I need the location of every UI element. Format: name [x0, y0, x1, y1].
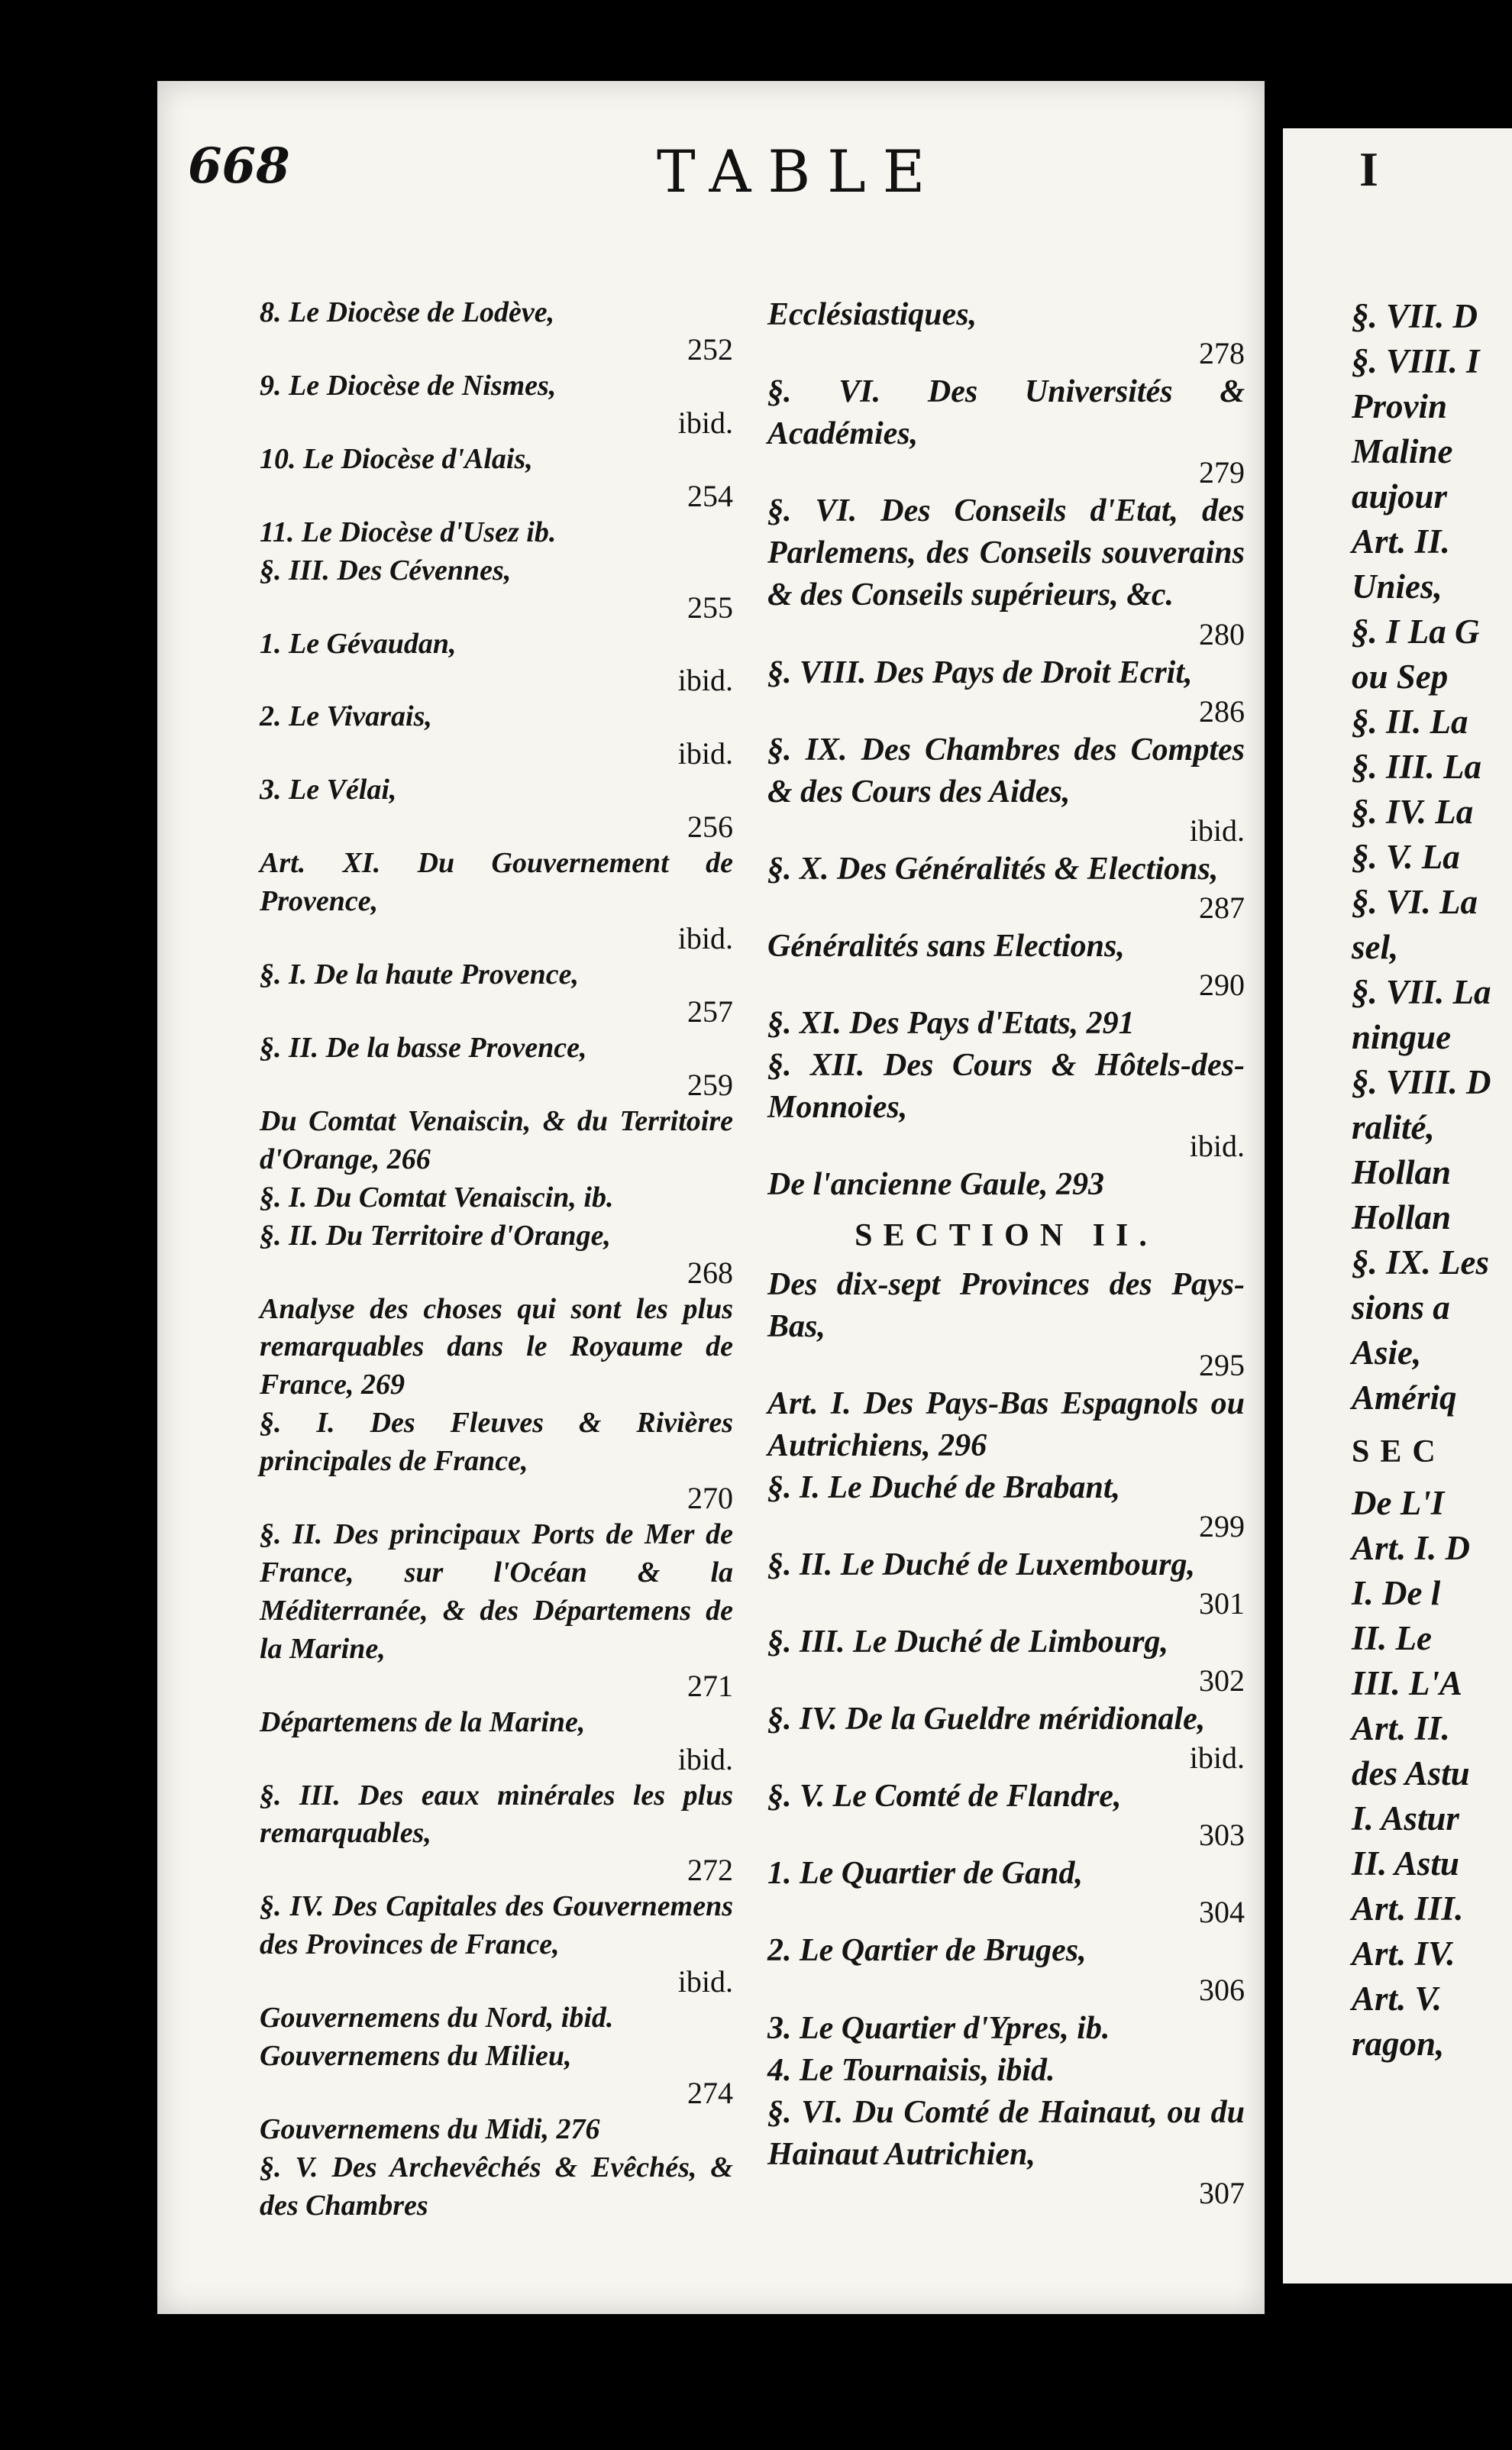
entry-title: 1. Le Quartier de Gand, [767, 1856, 1083, 1892]
entry-title: Généralités sans Elections, [767, 928, 1125, 964]
entry-title: Art. III. [1352, 1889, 1464, 1928]
index-entry [260, 1888, 733, 1999]
entry-title: §. VIII. I [1352, 342, 1480, 380]
index-entry [767, 1164, 1245, 1206]
entry-page-ref: 274 [687, 2076, 733, 2110]
entry-page-ref: 303 [1199, 1818, 1245, 1853]
index-entry [1352, 429, 1504, 474]
index-entry [767, 926, 1245, 1003]
entry-title: II. Astu [1352, 1844, 1459, 1883]
entry-title: Asie, [1352, 1333, 1422, 1372]
entry-page-ref: 259 [687, 1067, 733, 1102]
index-entry [1352, 294, 1504, 339]
index-entry [1352, 835, 1504, 880]
index-entry [1352, 790, 1504, 835]
entry-title: Gouvernemens du Nord, ibid. [260, 2002, 614, 2035]
index-entry [1352, 1481, 1504, 1526]
index-entry [1352, 925, 1504, 970]
index-entry [1352, 1571, 1504, 1616]
entry-title: sions a [1352, 1288, 1450, 1327]
entry-title: sel, [1352, 928, 1399, 966]
section-heading: SECTION II. [855, 1218, 1158, 1254]
index-entry [767, 1003, 1245, 1045]
entry-page-ref: 255 [687, 590, 733, 625]
index-entry [260, 367, 733, 441]
index-entry [1352, 1931, 1504, 1976]
index-entry [1352, 384, 1504, 429]
entry-title: Art. II. [1352, 522, 1450, 561]
index-entry [767, 1467, 1245, 1544]
entry-page-ref: 307 [1199, 2175, 1245, 2210]
entry-title: §. II. La [1352, 703, 1468, 741]
index-entry [767, 848, 1245, 926]
entry-title: Départemens de la Marine, [260, 1705, 586, 1738]
index-entry [1352, 1105, 1504, 1150]
running-head [0, 137, 1501, 229]
index-entry [1352, 1976, 1504, 2022]
index-entry [1352, 1015, 1504, 1060]
index-entry [1352, 1751, 1504, 1796]
entry-title: 4. Le Tournaisis, ibid. [767, 2052, 1055, 2088]
entry-title: §. VIII. Des Pays de Droit Ecrit, [767, 655, 1193, 690]
entry-title: §. XI. Des Pays d'Etats, 291 [767, 1006, 1135, 1042]
index-entry [260, 1217, 733, 1291]
index-entry [1352, 655, 1504, 700]
running-title: TABLE [657, 137, 942, 205]
entry-title: §. I. Des Fleuves & Rivières principales de France, [260, 1407, 733, 1478]
index-entry [767, 1699, 1245, 1776]
entry-page-ref: 257 [687, 994, 733, 1029]
entry-title: 8. Le Diocèse de Lodève, [260, 296, 555, 328]
entry-title: §. VII. La [1352, 973, 1491, 1011]
index-entry [260, 552, 733, 625]
index-entry [260, 441, 733, 514]
index-entry [1352, 474, 1504, 519]
entry-title: des Astu [1352, 1754, 1470, 1792]
entry-page-ref: 271 [687, 1668, 733, 1703]
index-entry [767, 1383, 1245, 1467]
index-entry [1352, 1240, 1504, 1285]
entry-title: Art. XI. Du Gouvernement de Provence, [260, 847, 733, 918]
entry-page-ref: 252 [687, 331, 733, 367]
index-entry [767, 371, 1245, 490]
entry-title: §. IV. Des Capitales des Gouvernemens des Provinces de France, [260, 1890, 733, 1961]
entry-title: §. III. La [1352, 748, 1482, 786]
entry-page-ref: 256 [687, 810, 733, 845]
entry-title: 1. Le Gévaudan, [260, 627, 457, 660]
index-entry [260, 1516, 733, 1704]
entry-page-ref: 295 [1199, 1347, 1245, 1382]
entry-title: §. IV. De la Gueldre méridionale, [767, 1702, 1206, 1737]
entry-title: Du Comtat Venaiscin, & du Territoire d'Orange, 266 [260, 1104, 733, 1175]
index-entry [1352, 1796, 1504, 1841]
index-entry [260, 625, 733, 699]
entry-title: Art. V. [1352, 1980, 1442, 2018]
entry-title: §. IX. Des Chambres des Comptes & des Cours des Aides, [767, 732, 1245, 810]
index-entry [767, 490, 1245, 651]
entry-title: Unies, [1352, 567, 1443, 606]
entry-title: 2. Le Vivarais, [260, 700, 432, 733]
entry-title: §. VI. Des Conseils d'Etat, des Parlemens, des Conseils souverains & des Conseils supérieurs, &c. [767, 493, 1245, 613]
index-entry [260, 1704, 733, 1777]
entry-title: Analyse des choses qui sont les plus remarquables dans le Royaume de France, 269 [260, 1292, 733, 1401]
index-entry [767, 1264, 1245, 1383]
entry-title: 2. Le Qartier de Bruges, [767, 1933, 1087, 1969]
entry-title: De l'ancienne Gaule, 293 [767, 1167, 1104, 1203]
index-entry [1352, 519, 1504, 564]
entry-page-ref: 301 [1199, 1586, 1245, 1621]
entry-page-ref: 306 [1199, 1972, 1245, 2007]
index-entry [767, 1776, 1245, 1853]
entry-title: §. V. Des Archevêchés & Evêchés, & des Chambres [260, 2151, 733, 2222]
entry-title: 3. Le Quartier d'Ypres, ib. [767, 2010, 1110, 2046]
index-entry [1352, 970, 1504, 1015]
entry-page-ref: ibid. [677, 736, 733, 771]
page-number: 668 [188, 137, 290, 195]
entry-title: §. IV. La [1352, 793, 1474, 831]
entry-title: ralité, [1352, 1108, 1435, 1146]
index-entry [260, 956, 733, 1029]
entry-title: De L'I [1352, 1484, 1445, 1522]
entry-title: 10. Le Diocèse d'Alais, [260, 442, 533, 475]
entry-title: §. IX. Les [1352, 1243, 1489, 1282]
entry-title: §. VI. La [1352, 883, 1478, 921]
index-entry [767, 2050, 1245, 2092]
index-entry [1352, 700, 1504, 745]
entry-page-ref: 290 [1199, 968, 1245, 1003]
entry-title: §. X. Des Généralités & Elections, [767, 851, 1219, 887]
index-entry [260, 294, 733, 367]
entry-page-ref: 270 [687, 1481, 733, 1516]
entry-title: Ecclésiastiques, [767, 297, 977, 332]
index-column-next-page [1352, 142, 1504, 2067]
index-entry [1352, 1150, 1504, 1195]
index-entry [1352, 564, 1504, 609]
index-entry [260, 771, 733, 845]
entry-page-ref: 287 [1199, 890, 1245, 925]
entry-title: I. Astur [1352, 1799, 1459, 1838]
entry-title: §. I. Du Comtat Venaiscin, ib. [260, 1181, 614, 1214]
index-entry [1352, 1285, 1504, 1330]
entry-page-ref: 280 [1199, 616, 1245, 651]
entry-title: Art. I. Des Pays-Bas Espagnols ou Autrichiens, 296 [767, 1385, 1245, 1463]
index-entry [767, 294, 1245, 371]
entry-title: §. I La G [1352, 612, 1480, 651]
entry-title: §. V. Le Comté de Flandre, [767, 1779, 1122, 1815]
index-entry [260, 2111, 733, 2149]
entry-title: §. II. Le Duché de Luxembourg, [767, 1547, 1195, 1582]
entry-title: III. L'A [1352, 1664, 1463, 1702]
entry-page-ref: 304 [1199, 1895, 1245, 1930]
section-heading: SEC [1352, 1434, 1446, 1469]
entry-title: Amériq [1352, 1379, 1457, 1417]
index-entry [767, 1045, 1245, 1164]
index-entry [1352, 1195, 1504, 1240]
index-entry [767, 652, 1245, 729]
entry-title: §. II. Des principaux Ports de Mer de France, sur l'Océan & la Méditerranée, & des Départemens de la Marine, [260, 1518, 733, 1665]
index-entry [1352, 339, 1504, 384]
index-entry [260, 1291, 733, 1405]
entry-title: 11. Le Diocèse d'Usez ib. [260, 516, 557, 548]
index-entry [1352, 1841, 1504, 1886]
index-entry [767, 2092, 1245, 2211]
entry-title: Gouvernemens du Midi, 276 [260, 2113, 600, 2145]
entry-title: Hollan [1352, 1198, 1452, 1236]
entry-title: §. VII. D [1352, 297, 1478, 335]
index-column-right [767, 294, 1245, 2211]
entry-title: §. V. La [1352, 838, 1460, 876]
entry-title: Hollan [1352, 1153, 1452, 1191]
entry-title: Art. IV. [1352, 1934, 1455, 1973]
index-entry [1352, 1706, 1504, 1751]
entry-title: Des dix-sept Provinces des Pays-Bas, [767, 1266, 1245, 1344]
entry-title: 9. Le Diocèse de Nismes, [260, 369, 557, 402]
entry-title: §. II. Du Territoire d'Orange, [260, 1219, 611, 1252]
entry-page-ref: 254 [687, 478, 733, 513]
next-page-title: I [1359, 142, 1378, 196]
entry-page-ref: 299 [1199, 1508, 1245, 1543]
index-entry [767, 1621, 1245, 1699]
entry-title: §. II. De la basse Provence, [260, 1031, 587, 1064]
entry-page-ref: ibid. [677, 1741, 733, 1776]
entry-page-ref: 278 [1199, 336, 1245, 371]
entry-title: §. VIII. D [1352, 1063, 1491, 1101]
index-entry [1352, 1330, 1504, 1375]
index-entry [260, 2038, 733, 2111]
index-entry [1352, 1375, 1504, 1421]
index-entry [767, 1853, 1245, 1930]
index-entry [1352, 1661, 1504, 1706]
index-entry [767, 2008, 1245, 2050]
entry-page-ref: 286 [1199, 693, 1245, 729]
entry-title: §. I. Le Duché de Brabant, [767, 1469, 1120, 1505]
entry-title: §. I. De la haute Provence, [260, 958, 579, 991]
index-entry [1352, 880, 1504, 925]
index-entry [1352, 1886, 1504, 1931]
entry-page-ref: ibid. [677, 1964, 733, 1999]
entry-title: 3. Le Vélai, [260, 774, 397, 806]
entry-page-ref: ibid. [1189, 1741, 1245, 1776]
entry-title: I. De l [1352, 1574, 1441, 1612]
index-entry [260, 1103, 733, 1179]
entry-title: §. III. Des Cévennes, [260, 554, 512, 587]
entry-page-ref: ibid. [677, 663, 733, 698]
entry-page-ref: ibid. [677, 405, 733, 440]
index-entry [1352, 609, 1504, 655]
index-entry [260, 845, 733, 956]
entry-title: Provin [1352, 387, 1448, 425]
index-entry [1352, 1060, 1504, 1105]
entry-page-ref: ibid. [1189, 813, 1245, 848]
entry-title: aujour [1352, 477, 1448, 516]
entry-page-ref: 268 [687, 1255, 733, 1290]
index-entry [767, 1930, 1245, 2007]
index-entry [260, 1029, 733, 1103]
index-column-left [260, 294, 733, 2225]
entry-page-ref: 272 [687, 1853, 733, 1888]
index-entry [767, 1544, 1245, 1621]
entry-title: Art. II. [1352, 1709, 1450, 1747]
index-entry [260, 514, 733, 552]
index-entry [1352, 745, 1504, 790]
entry-title: §. III. Des eaux minérales les plus remarquables, [260, 1779, 733, 1850]
index-entry [260, 1404, 733, 1516]
entry-page-ref: ibid. [677, 921, 733, 956]
entry-page-ref: 302 [1199, 1663, 1245, 1699]
index-entry [260, 1179, 733, 1217]
index-entry [1352, 1616, 1504, 1661]
entry-title: II. Le [1352, 1619, 1432, 1657]
entry-title: Art. I. D [1352, 1529, 1471, 1567]
index-entry [260, 1999, 733, 2038]
entry-title: ou Sep [1352, 658, 1449, 696]
index-entry [260, 698, 733, 771]
index-entry [1352, 1526, 1504, 1571]
entry-title: §. VI. Des Universités & Académies, [767, 374, 1245, 452]
index-entry [260, 2149, 733, 2225]
entry-page-ref: ibid. [1189, 1129, 1245, 1164]
index-entry [260, 1777, 733, 1889]
entry-title: Maline [1352, 432, 1453, 470]
entry-title: §. III. Le Duché de Limbourg, [767, 1624, 1168, 1660]
index-entry [767, 729, 1245, 848]
entry-title: §. VI. Du Comté de Hainaut, ou du Hainaut Autrichien, [767, 2094, 1245, 2172]
index-entry [1352, 2022, 1504, 2067]
entry-page-ref: 279 [1199, 455, 1245, 490]
entry-title: ningue [1352, 1018, 1452, 1056]
entry-title: ragon, [1352, 2025, 1445, 2063]
entry-title: Gouvernemens du Milieu, [260, 2040, 572, 2073]
entry-title: §. XII. Des Cours & Hôtels-des-Monnoies, [767, 1048, 1245, 1126]
